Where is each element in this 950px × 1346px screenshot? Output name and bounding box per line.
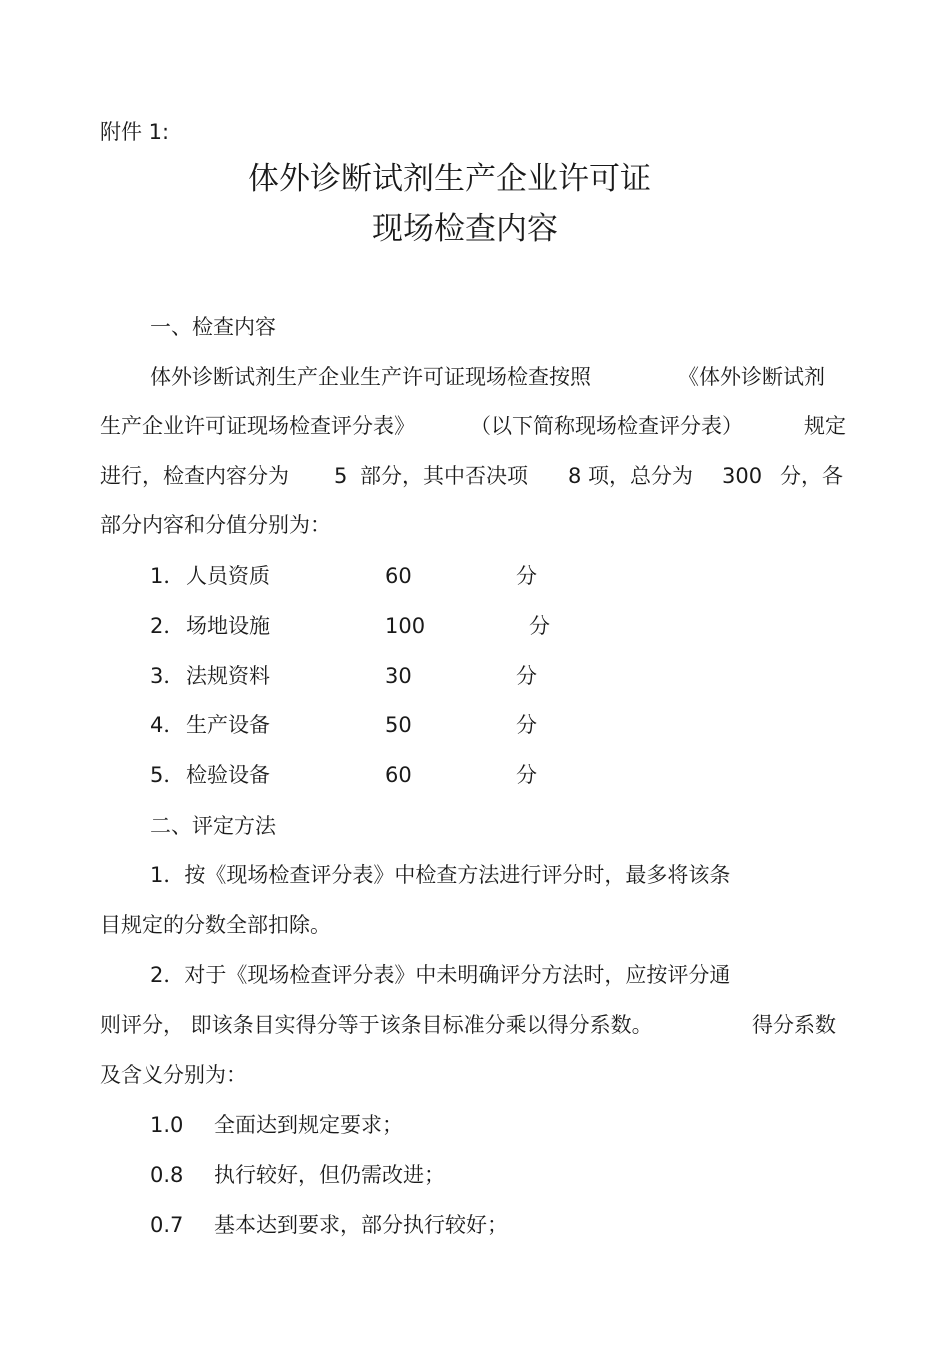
item-score: 50 — [385, 713, 412, 737]
item-number: 4． — [150, 713, 185, 737]
method2-line2-a: 则评分， 即该条目实得分等于该条目标准分乘以得分系数。 — [100, 1013, 653, 1037]
item-name: 人员资质 — [186, 564, 270, 588]
coefficient-meaning: 全面达到规定要求； — [214, 1113, 403, 1137]
section1-heading: 一、检查内容 — [150, 315, 276, 339]
method2-line3: 及含义分别为： — [100, 1063, 247, 1087]
method2-line1: 2．对于《现场检查评分表》中未明确评分方法时，应按评分通 — [150, 963, 731, 987]
item-name: 检验设备 — [186, 763, 270, 787]
intro-line2-c: 规定 — [804, 414, 846, 438]
intro-line3-a: 进行，检查内容分为 — [100, 464, 289, 488]
item-number: 1． — [150, 564, 185, 588]
item-score: 60 — [385, 564, 412, 588]
section2-heading: 二、评定方法 — [150, 814, 276, 838]
coefficient-meaning: 基本达到要求，部分执行较好； — [214, 1213, 508, 1237]
item-name: 生产设备 — [186, 713, 270, 737]
method1-line2: 目规定的分数全部扣除。 — [100, 913, 331, 937]
item-score: 60 — [385, 763, 412, 787]
coefficient-value: 0.7 — [150, 1213, 184, 1237]
item-number: 2． — [150, 614, 185, 638]
item-score: 100 — [385, 614, 426, 638]
coefficient-value: 0.8 — [150, 1163, 184, 1187]
item-unit: 分 — [516, 664, 537, 688]
item-unit: 分 — [516, 713, 537, 737]
coefficient-value: 1.0 — [150, 1113, 184, 1137]
intro-line1-a: 体外诊断试剂生产企业生产许可证现场检查按照 — [150, 365, 591, 389]
item-unit: 分 — [516, 763, 537, 787]
intro-line3-f: 分，各 — [780, 464, 843, 488]
item-number: 3． — [150, 664, 185, 688]
intro-line3-c: 部分，其中否决项 — [360, 464, 528, 488]
intro-line3-e: 300 — [722, 464, 763, 488]
intro-line3-d: 8 项，总分为 — [568, 464, 694, 488]
method2-line2-b: 得分系数 — [752, 1013, 836, 1037]
intro-line4: 部分内容和分值分别为： — [100, 513, 331, 537]
item-name: 场地设施 — [186, 614, 270, 638]
attachment-label: 附件 1: — [100, 120, 170, 144]
intro-line2-b: （以下简称现场检查评分表） — [470, 414, 743, 438]
method1-line1: 1．按《现场检查评分表》中检查方法进行评分时，最多将该条 — [150, 863, 731, 887]
page-title-line2: 现场检查内容 — [372, 211, 558, 247]
item-unit: 分 — [529, 614, 550, 638]
item-name: 法规资料 — [186, 664, 270, 688]
item-unit: 分 — [516, 564, 537, 588]
intro-line3-b: 5 — [334, 464, 348, 488]
item-number: 5． — [150, 763, 185, 787]
intro-line1-b: 《体外诊断试剂 — [678, 365, 825, 389]
coefficient-meaning: 执行较好，但仍需改进； — [214, 1163, 445, 1187]
page-title-line1: 体外诊断试剂生产企业许可证 — [248, 161, 651, 197]
item-score: 30 — [385, 664, 412, 688]
intro-line2-a: 生产企业许可证现场检查评分表》 — [100, 414, 415, 438]
